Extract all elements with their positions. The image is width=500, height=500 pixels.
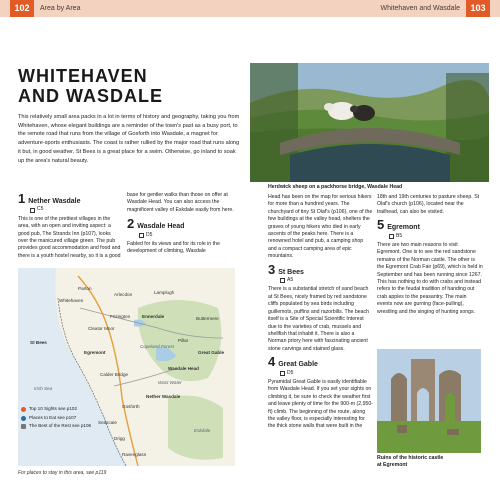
map-label-cleator: Cleator Moor <box>88 326 115 331</box>
entry-3-heading <box>268 261 373 277</box>
map-ref-icon <box>280 371 285 376</box>
entry-4-text: Pyramidal Great Gable is easily identifiable from Wasdale Head. If you set your sights on climbing it, be sure to check the weather first and leave plenty of time for the 900-m (2,950-ft) climb. The beginning of the route, along the valley floor, is especially interesting for the thick stone walls that were built in the <box>268 378 373 430</box>
map-label-wasdale-head: Wasdale Head <box>168 366 199 371</box>
map-label-whitehaven: Whitehaven <box>59 298 84 303</box>
area-map <box>18 268 235 466</box>
entry-1-text: This is one of the prettiest villages in the area, with an open and inviting aspect: a good pub, The Strands Inn (p107), looks over the manicured village green. The pub provides good accommodation and food and there is a youth hostel nearby, so it is a good <box>18 215 121 259</box>
map-label-egremont: Egremont <box>84 350 106 355</box>
title-line-1: WHITEHAVEN <box>18 66 148 86</box>
map-label-gosforth: Gosforth <box>122 404 140 409</box>
left-section-label: Area by Area <box>40 5 81 12</box>
map-ref-icon <box>280 278 285 283</box>
map-label-arlecdon: Arlecdon <box>114 292 133 297</box>
map-ref-icon <box>139 233 144 238</box>
legend-item-eat: Places to Eat see p107 <box>21 415 91 422</box>
right-page-number: 103 <box>466 0 490 17</box>
top10-marker-icon <box>21 407 26 412</box>
entry-4-map-ref-text: D5 <box>287 369 294 376</box>
left-page-number: 102 <box>10 0 34 17</box>
map-label-irish-sea: Irish Sea <box>34 386 53 391</box>
map-label-buttermere: Buttermere <box>196 316 219 321</box>
entry-5-name: Egremont <box>387 224 420 232</box>
entry-4-heading <box>268 356 373 368</box>
column-3 <box>268 194 373 433</box>
map-label-nether-wasdale: Nether Wasdale <box>146 394 181 399</box>
entry-1-map-ref <box>30 206 121 213</box>
entry-1-number: 1 <box>18 191 26 206</box>
map-ref-icon <box>389 234 394 239</box>
column-4 <box>377 194 483 318</box>
entry-5-text: There are two main reasons to visit Egremont. One is to see the red sandstone remains of the Norman castle. The other is the Egremont Crab Fair (p69), which is held in September and has been running since 1267. This has nothing to do with crabs and instead refers to the feudal tradition of handing out crab apples to the peasantry. The main events now are gurning (face-pulling), wrestling and the singing of hunting songs. <box>377 242 483 315</box>
entry-3-map-ref-text: A5 <box>287 277 294 284</box>
entry-1-map-ref-text: C5 <box>37 206 44 213</box>
right-section-label: Whitehaven and Wasdale <box>380 5 460 12</box>
intro-paragraph: This relatively small area packs in a lot in terms of history and geography, taking you from Whitehaven, whose elegant buildings are a reminder of the town's past as a busy port, to the remote road that runs from the village of Gosforth into Wasdale, a magnet for adventure-sports enthusiasts. The coast is rather rullied by the major road that runs along it but, in good weather, St Bees is a great place for a swim. Otherwise, go inland to soak up the area's natural beauty. <box>18 114 240 164</box>
map-label-frizington: Frizington <box>110 314 131 319</box>
entry-4-text-cont: 18th and 19th centuries to pasture sheep. St Olaf's church (p106), located near the trailhead, can also be visited. <box>377 194 480 215</box>
entry-1-heading <box>18 193 121 205</box>
column-1 <box>18 192 121 262</box>
map-label-drigg: Drigg <box>114 436 125 441</box>
page-header <box>0 0 500 17</box>
entry-2-number: 2 <box>127 216 135 232</box>
entry-2-map-ref-text: D5 <box>146 231 153 238</box>
eat-marker-icon <box>21 416 26 421</box>
title-line-2: AND WASDALE <box>18 86 163 106</box>
map-label-parton: Parton <box>78 286 92 291</box>
map-label-wast-water: Wast Water <box>158 380 182 385</box>
entry-3-map-ref <box>280 277 373 284</box>
map-label-ravenglass: Ravenglass <box>122 452 147 457</box>
entry-4-map-ref <box>280 370 373 377</box>
entry-2-heading <box>127 218 237 230</box>
map-label-pillar: Pillar <box>178 338 189 343</box>
entry-1-text-cont: base for gentler walks than those on offer at Wasdale Head. You can also access the magnificent valley of Eskdale easily from here. <box>127 192 234 213</box>
entry-3-text: There is a substantial stretch of sand beach at St Bees, nicely framed by red sandstone cliffs populated by sea birds including guillemots, puffins and razorbills. The beach itself is a Site of Special Scientific Interest due to the varieties of crab, mussels and shellfish that inhabit it. There is also a Norman priory here with fascinating ancient stone carvings and stained glass. <box>268 286 370 352</box>
entry-5-map-ref-text: B5 <box>396 232 403 239</box>
rest-marker-icon <box>21 424 26 429</box>
map-label-seascale: Seascale <box>98 420 117 425</box>
column-2 <box>127 192 237 258</box>
legend-item-top10: Top 10 Sights see p102 <box>21 406 91 413</box>
entry-4-number: 4 <box>268 354 276 370</box>
entry-2-text-cont: Head has been on the map for serious hikers for more than a hundred years. The churchyard of tiny St Olaf's (p106), one of the few buildings at the valley head, shelters the graves of young hikers who died in early ascents of the peaks here. There is a renowned hotel and pub, a camping shop and a compact camping area of epic mountains. <box>268 194 373 260</box>
map-label-great-gable: Great Gable <box>198 350 225 355</box>
map-legend <box>21 406 91 432</box>
castle-photo <box>377 349 481 453</box>
entry-3-number: 3 <box>268 261 276 277</box>
entry-2-text: Fabled for its views and for its role in the development of climbing, Wasdale <box>127 241 220 255</box>
entry-2-name: Wasdale Head <box>137 223 185 231</box>
map-footnote: For places to stay in this area, see p119 <box>18 470 107 476</box>
map-label-calder: Calder Bridge <box>100 372 129 377</box>
map-label-eskdale: Eskdale <box>194 428 211 433</box>
map-label-copeland: Copeland Forest <box>140 344 174 349</box>
sheep-photo <box>250 63 489 182</box>
map-label-lamplugh: Lamplugh <box>154 290 175 295</box>
entry-5-number: 5 <box>377 217 385 233</box>
map-label-ennerdale: Ennerdale <box>142 314 165 319</box>
entry-4-name: Great Gable <box>278 361 318 369</box>
entry-2-map-ref <box>139 232 237 239</box>
entry-5-map-ref <box>389 233 483 240</box>
entry-3-name: St Bees <box>278 268 304 276</box>
entry-5-heading <box>377 219 483 231</box>
map-label-st-bees: St Bees <box>30 340 47 345</box>
page-title <box>18 66 238 106</box>
map-ref-icon <box>30 208 35 213</box>
castle-photo-caption: Ruins of the historic castle at Egremont <box>377 455 444 468</box>
entry-1-name: Nether Wasdale <box>28 198 81 205</box>
legend-item-rest: The Best of the Rest see p106 <box>21 423 91 430</box>
sheep-photo-caption: Herdwick sheep on a packhorse bridge, Wasdale Head <box>268 184 403 190</box>
